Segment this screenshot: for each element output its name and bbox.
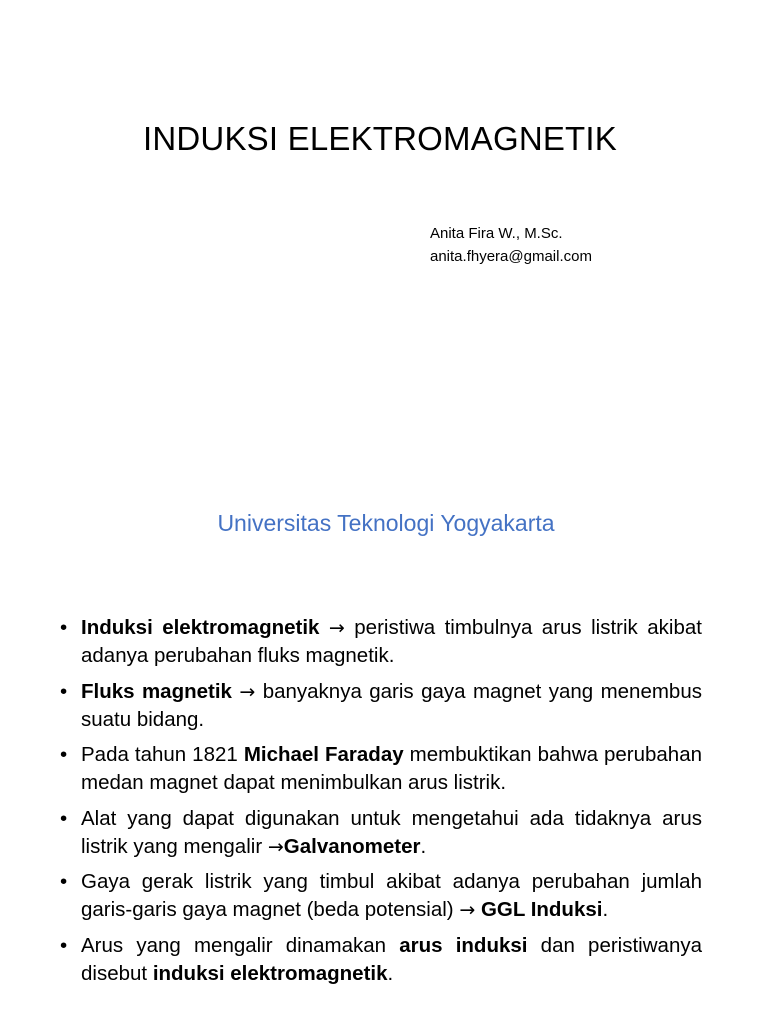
bullet-text: Alat yang dapat digunakan untuk mengetahui ada tidaknya arus listrik yang mengalir	[81, 806, 702, 858]
bullet-text: membuktikan bahwa perubahan medan magnet dapat menimbulkan arus listrik.	[81, 743, 703, 794]
definition: banyaknya garis gaya magnet yang menembus suatu bidang.	[81, 679, 702, 731]
bold-text: arus induksi	[399, 933, 528, 957]
bullet-item	[60, 868, 702, 924]
bullet-list	[60, 614, 702, 995]
arrow-right-icon: →	[267, 835, 284, 858]
bullet-item	[60, 678, 702, 734]
slide-title: INDUKSI ELEKTROMAGNETIK	[142, 120, 617, 157]
bullet-icon: •	[60, 743, 68, 766]
bullet-icon: •	[60, 933, 68, 957]
author-block	[430, 222, 592, 268]
bullet-item	[60, 741, 702, 797]
author-email: anita.fhyera@gmail.com	[430, 248, 592, 265]
content-slide	[0, 576, 768, 1024]
bullet-text: dan peristiwanya disebut	[81, 933, 702, 985]
punctuation: .	[420, 834, 427, 858]
bullet-icon: •	[60, 806, 68, 830]
bullet-text: Gaya gerak listrik yang timbul akibat adanya perubahan jumlah garis-garis gaya magnet (beda potensial)	[81, 870, 702, 921]
bold-text: induksi elektromagnetik	[152, 961, 388, 985]
bullet-icon: •	[60, 870, 68, 893]
arrow-right-icon: →	[328, 617, 345, 639]
punctuation: .	[602, 898, 609, 921]
bullet-icon: •	[60, 616, 68, 639]
bold-text: Galvanometer	[283, 834, 421, 858]
bullet-text: Arus yang mengalir dinamakan	[81, 933, 387, 957]
arrow-right-icon: →	[239, 680, 256, 703]
arrow-right-icon: →	[459, 899, 476, 921]
bullet-item	[60, 932, 702, 988]
bullet-icon: •	[60, 679, 68, 703]
punctuation: .	[387, 961, 394, 985]
university-name: Universitas Teknologi Yogyakarta	[217, 510, 555, 536]
definition: peristiwa timbulnya arus listrik akibat adanya perubahan fluks magnetik.	[81, 616, 702, 667]
bold-text: Michael Faraday	[243, 743, 404, 766]
bullet-text: Pada tahun 1821	[81, 743, 238, 766]
bullet-item	[60, 805, 702, 861]
term: Fluks magnetik	[81, 679, 232, 703]
term: Induksi elektromagnetik	[81, 616, 320, 639]
bullet-item	[60, 614, 702, 670]
author-name: Anita Fira W., M.Sc.	[430, 225, 563, 242]
bold-text: GGL Induksi	[480, 898, 603, 921]
